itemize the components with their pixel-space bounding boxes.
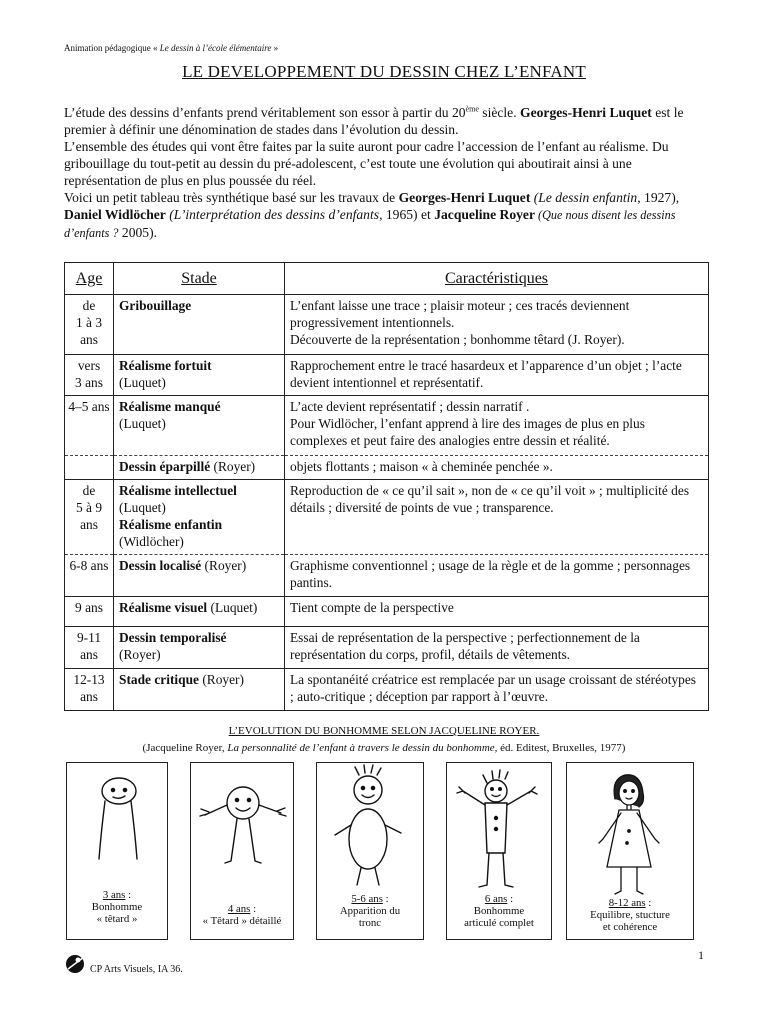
header-caracteristiques: Caractéristiques [285,263,709,295]
page-title: LE DEVELOPPEMENT DU DESSIN CHEZ L’ENFANT [182,62,586,81]
age-cell: 6-8 ans [65,555,114,597]
table-row [65,396,709,456]
caracteristiques-cell: Reproduction de « ce qu’il sait », non de « ce qu’il voit » ; multiplicité des détails ; diversité de points de vue ; transparence. [285,480,709,555]
arts-visuels-logo-icon [64,953,88,975]
caracteristiques-cell: L’acte devient représentatif ; dessin narratif . Pour Widlöcher, l’enfant apprend à lire des images de plus en plus complexes et peut faire des analogies entre dessin et réalité. [285,396,709,456]
stade-cell: Réalisme visuel (Luquet) [114,597,285,627]
table-header-row [65,263,709,295]
figure-panel-8-12-ans [566,762,694,940]
figure-panel-3-ans [66,762,168,940]
table-row [65,295,709,355]
evolution-title: L’EVOLUTION DU BONHOMME SELON JACQUELINE ROYER. [228,725,540,737]
running-header: Animation pédagogique « Le dessin à l’école élémentaire » [64,43,279,53]
caracteristiques-cell: Graphisme conventionnel ; usage de la règle et de la gomme ; personnages pantins. [285,555,709,597]
stade-cell: Réalisme fortuit (Luquet) [114,355,285,396]
panel-caption: 3 ans : Bonhomme « têtard » [91,889,143,925]
table-row [65,456,709,480]
stade-cell: Gribouillage [114,295,285,355]
header-age: Age [65,263,114,295]
footer-label: CP Arts Visuels, IA 36. [90,964,183,975]
table-row [65,669,709,711]
table-row [65,355,709,396]
panel-caption: 6 ans : Bonhomme articulé complet [464,893,534,929]
intro-paragraph-3: Voici un petit tableau très synthétique basé sur les travaux de Georges-Henri Luquet (Le dessin enfantin, 1927), Daniel Widlöcher (L’interprétation des dessins d’enfants, 1965) et Jacqueline Royer (Que nous disent les dessins d’enfants ? 2005). [64,190,680,240]
stade-cell: Dessin éparpillé (Royer) [114,456,285,480]
stade-cell: Stade critique (Royer) [114,669,285,711]
caracteristiques-cell: Essai de représentation de la perspective ; perfectionnement de la représentation du corps, profil, détails de vêtements. [285,627,709,669]
caracteristiques-cell: Tient compte de la perspective [285,597,709,627]
intro-paragraph-1: L’étude des dessins d’enfants prend véritablement son essor à partir du 20ème siècle. Georges-Henri Luquet est le premier à définir une dénomination de stades dans l’évolution du dessin. [64,104,684,137]
table-row [65,627,709,669]
age-cell: de 1 à 3 ans [65,295,114,355]
age-cell: 9-11 ans [65,627,114,669]
age-cell: 4–5 ans [65,396,114,456]
figure-panel-4-ans [190,762,294,940]
figure-panel-5-6-ans [316,762,424,940]
page-number: 1 [698,948,704,962]
intro-text [64,104,704,242]
caracteristiques-cell: La spontanéité créatrice est remplacée par un usage croissant de stéréotypes ; auto-critique ; déception par rapport à l’œuvre. [285,669,709,711]
evolution-subtitle: (Jacqueline Royer, La personnalité de l’enfant à travers le dessin du bonhomme, éd. Editest, Bruxelles, 1977) [142,742,626,754]
age-cell: 12-13 ans [65,669,114,711]
table-row [65,480,709,555]
age-cell: de 5 à 9 ans [65,480,114,555]
age-cell: vers 3 ans [65,355,114,396]
stade-cell: Réalisme intellectuel (Luquet) Réalisme enfantin (Widlöcher) [114,480,285,555]
stade-cell: Dessin localisé (Royer) [114,555,285,597]
panel-caption: 4 ans : « Têtard » détaillé [202,903,282,927]
stade-cell: Réalisme manqué (Luquet) [114,396,285,456]
caracteristiques-cell: objets flottants ; maison « à cheminée penchée ». [285,456,709,480]
figure-panel-6-ans [446,762,552,940]
panel-caption: 8-12 ans : Equilibre, stucture et cohérence [590,897,670,933]
age-cell [65,456,114,480]
table-row [65,597,709,627]
footer [64,952,183,975]
age-cell: 9 ans [65,597,114,627]
header-stade: Stade [114,263,285,295]
caracteristiques-cell: L’enfant laisse une trace ; plaisir moteur ; ces tracés deviennent progressivement intentionnels. Découverte de la représentation ; bonhomme têtard (J. Royer). [285,295,709,355]
panel-caption: 5-6 ans : Apparition du tronc [339,893,401,929]
stages-table [64,262,709,711]
table-row [65,555,709,597]
caracteristiques-cell: Rapprochement entre le tracé hasardeux et l’apparence d’un objet ; l’acte devient intentionnel et représentatif. [285,355,709,396]
intro-paragraph-2: L’ensemble des études qui vont être faites par la suite auront pour cadre l’accession de l’enfant au réalisme. Du gribouillage du tout-petit au dessin du pré-adolescent, c’est toute une évolution qui aboutirait ainsi à une représentation de plus en plus poussée du réel. [64,139,669,188]
stade-cell: Dessin temporalisé (Royer) [114,627,285,669]
